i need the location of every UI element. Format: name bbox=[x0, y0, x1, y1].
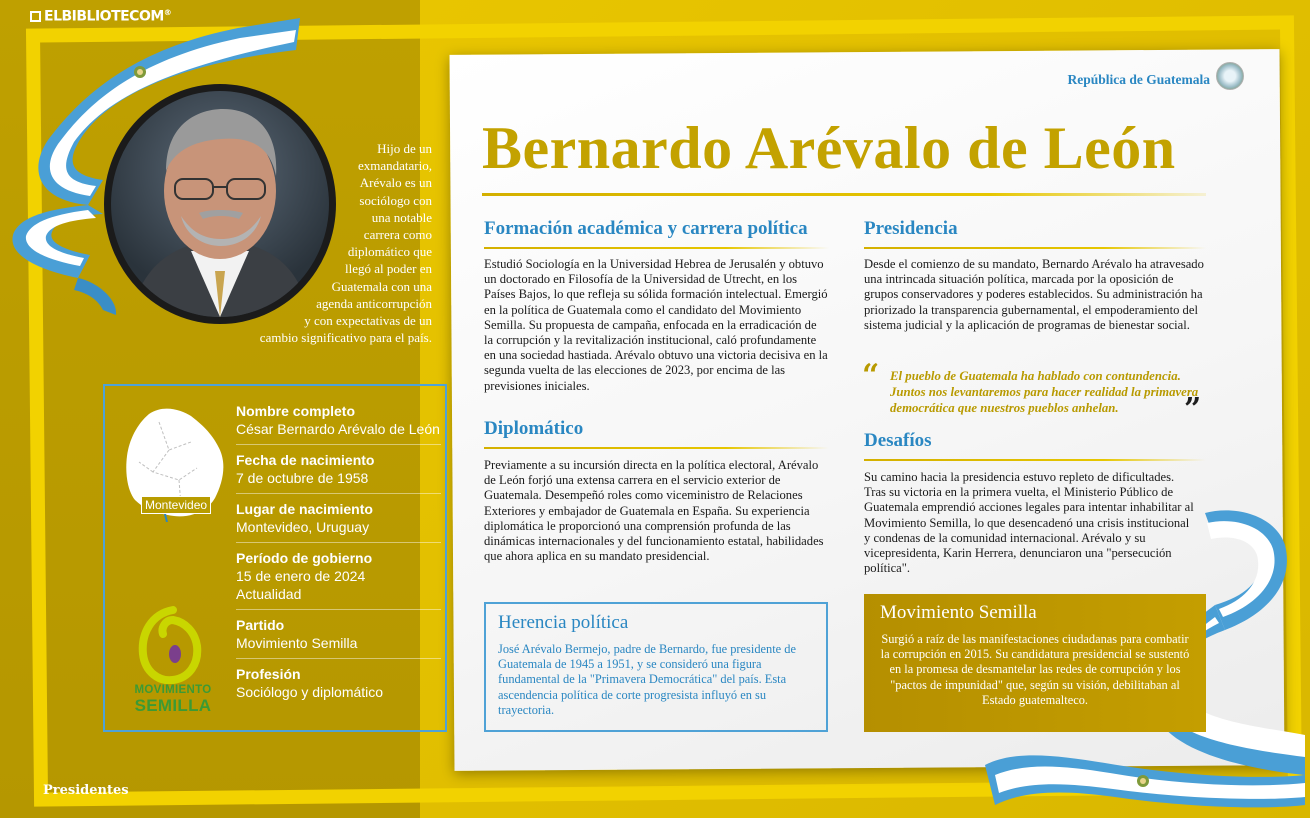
site-logo[interactable] bbox=[30, 8, 171, 25]
heading-diplomatico: Diplomático bbox=[484, 418, 584, 439]
page-title: Bernardo Arévalo de León bbox=[482, 115, 1176, 181]
intro-line: Hijo de un bbox=[377, 141, 432, 156]
fact-lugar bbox=[236, 498, 441, 543]
footer-category[interactable]: Presidentes bbox=[43, 783, 129, 798]
fact-value: César Bernardo Arévalo de León bbox=[236, 421, 440, 437]
fact-value: Sociólogo y diplomático bbox=[236, 684, 384, 700]
fact-value-secondary: Actualidad bbox=[236, 586, 302, 602]
fact-label: Partido bbox=[236, 617, 285, 633]
quote-open-icon: “ bbox=[862, 358, 880, 393]
intro-line: llegó al poder en bbox=[345, 261, 432, 277]
fact-nacimiento bbox=[236, 449, 441, 494]
heading-presidencia: Presidencia bbox=[864, 218, 958, 239]
intro-line: y con expectativas de un bbox=[304, 313, 432, 329]
fact-label: Profesión bbox=[236, 666, 301, 682]
intro-line: diplomático que bbox=[347, 244, 432, 260]
text-diplomatico: Previamente a su incursión directa en la política electoral, Arévalo de León forjó una extensa carrera en el servicio exterior de Guatemala. Desempeñó roles como viceministro de Relaciones Exteriores y embajador de Guatemala en España. Su experiencia diplomática le proporcionó una comprensión profunda de las dinámicas internacionales y del funcionamiento estatal, habilidades que ahora aplica en su mandato presidencial. bbox=[484, 458, 824, 564]
quote-close-icon: ” bbox=[1184, 392, 1202, 427]
registered-mark: ® bbox=[163, 8, 172, 17]
logo-icon bbox=[30, 11, 41, 22]
intro-line: sociólogo con bbox=[359, 192, 432, 208]
fact-label: Fecha de nacimiento bbox=[236, 452, 375, 468]
fact-value: 7 de octubre de 1958 bbox=[236, 470, 369, 486]
fact-label: Nombre completo bbox=[236, 403, 356, 419]
map-label-montevideo: Montevideo bbox=[141, 496, 211, 514]
intro-line: una notable bbox=[371, 209, 432, 225]
fact-nombre bbox=[236, 400, 441, 445]
semilla-seed-icon bbox=[129, 604, 219, 684]
logo-text: ELBIBLIOTECOM bbox=[44, 8, 164, 25]
fact-periodo bbox=[236, 547, 441, 610]
intro-line: exmandatario, bbox=[358, 158, 432, 174]
fact-partido bbox=[236, 614, 441, 659]
semilla-wordmark-line2: SEMILLA bbox=[134, 696, 212, 715]
uruguay-map bbox=[119, 402, 229, 522]
intro-text bbox=[232, 140, 432, 346]
semilla-wordmark-line1: MOVIMIENTO bbox=[134, 684, 212, 696]
country-label: República de Guatemala bbox=[1067, 72, 1210, 87]
heading-desafios: Desafíos bbox=[864, 430, 932, 451]
text-presidencia: Desde el comienzo de su mandato, Bernardo Arévalo ha atravesado una intrincada situación política, marcada por la oposición de grupos conservadores y poderes establecidos. Su administración ha priorizado la transparencia gubernamental, el empoderamiento del sistema judicial y la aplicación de programas de bienestar social. bbox=[864, 257, 1204, 332]
text-desafios: Su camino hacia la presidencia estuvo repleto de dificultades. Tras su victoria en la primera vuelta, el Ministerio Público de Guatemala emprendió acciones legales para intentar inhabilitar al Movimiento Semilla, lo que desencadenó una crisis institucional y condenas de la comunidad internacional. Arévalo y su vicepresidenta, Karin Herrera, denunciaron una "persecución política". bbox=[864, 470, 1194, 576]
info-box bbox=[103, 384, 447, 732]
divider-presidencia bbox=[864, 247, 1206, 249]
divider-diplomatico bbox=[484, 447, 829, 449]
intro-line: Guatemala con una bbox=[331, 278, 432, 294]
herencia-box bbox=[484, 602, 828, 732]
fact-value: Montevideo, Uruguay bbox=[236, 519, 370, 535]
intro-line: cambio significativo para el país. bbox=[259, 330, 432, 346]
heading-movimiento: Movimiento Semilla bbox=[880, 602, 1037, 623]
guatemala-emblem-icon bbox=[1216, 62, 1244, 90]
semilla-wordmark bbox=[129, 682, 217, 714]
intro-line: Arévalo es un bbox=[359, 175, 432, 191]
main-content bbox=[452, 52, 1282, 768]
fact-value: Movimiento Semilla bbox=[236, 635, 358, 651]
heading-herencia: Herencia política bbox=[498, 612, 629, 633]
title-divider bbox=[482, 193, 1206, 196]
fact-label: Lugar de nacimiento bbox=[236, 501, 373, 517]
heading-formacion: Formación académica y carrera política bbox=[484, 218, 808, 239]
intro-line: carrera como bbox=[363, 227, 432, 243]
intro-line: agenda anticorrupción bbox=[316, 295, 432, 311]
fact-label: Período de gobierno bbox=[236, 550, 373, 566]
fact-profesion bbox=[236, 663, 441, 707]
text-formacion: Estudió Sociología en la Universidad Hebrea de Jerusalén y obtuvo un doctorado en Filosofía de la Universidad de Utrecht, en los Países Bajos, lo que refleja su sólida formación intelectual. Emergió en la política de Guatemala como el candidato del Movimiento Semilla. Su propuesta de campaña, enfocada en la erradicación de la corrupción y la revitalización institucional, caló profundamente en una sociedad hastiada. Arévalo obtuvo una victoria decisiva en la segunda vuelta de las elecciones de 2023, por encima de las previsiones iniciales. bbox=[484, 257, 828, 393]
quote-text: El pueblo de Guatemala ha hablado con contundencia. Juntos nos levantaremos para hacer realidad la primavera democrática que nuestros pueblos anhelan. bbox=[890, 369, 1199, 415]
text-movimiento: Surgió a raíz de las manifestaciones ciudadanas para combatir la corrupción en 2015. Su candidatura presidencial se sustentó en la promesa de desmantelar las redes de corrupción y los "pactos de impunidad" que, según su visión, debilitaban al Estado guatemalteco. bbox=[880, 632, 1190, 707]
text-herencia: José Arévalo Bermejo, padre de Bernardo, fue presidente de Guatemala de 1945 a 1951, y se consideró una figura fundamental de la "Primavera Democrática" del país. Esta ascendencia política de corte progresista influyó en su trayectoria. bbox=[498, 642, 796, 717]
divider-desafios bbox=[864, 459, 1206, 461]
fact-value: 15 de enero de 2024 bbox=[236, 568, 366, 584]
divider-formacion bbox=[484, 247, 829, 249]
movimiento-semilla-box bbox=[864, 594, 1206, 732]
facts-list bbox=[236, 400, 441, 711]
